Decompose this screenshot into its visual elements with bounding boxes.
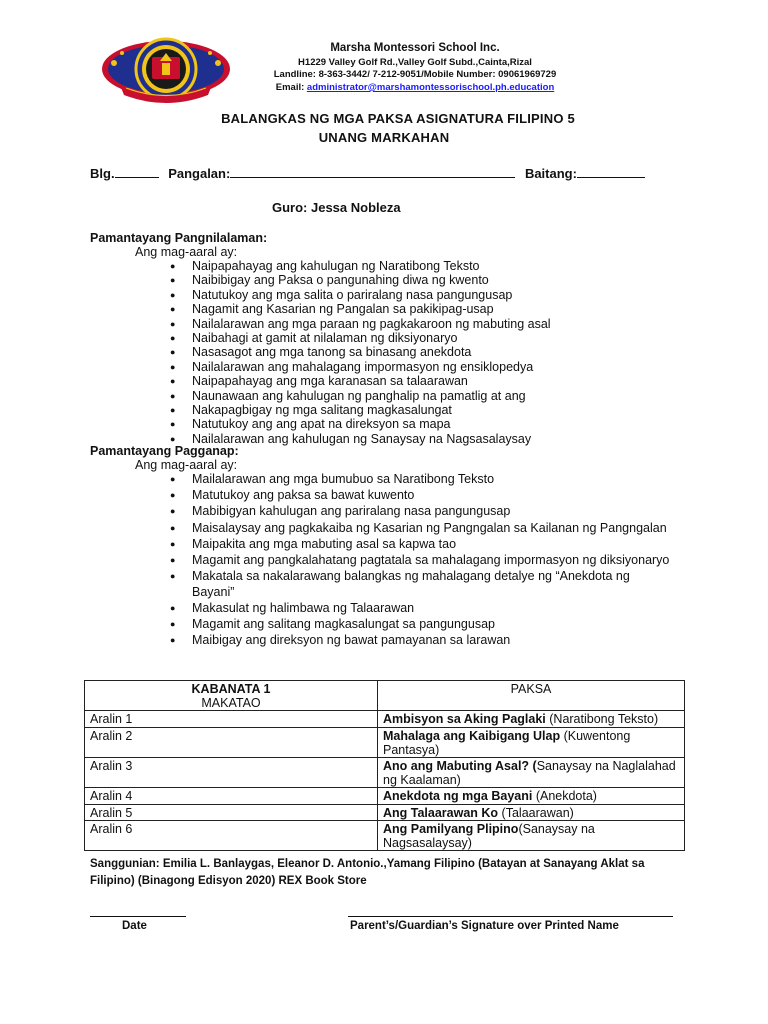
paksa-cell bbox=[378, 758, 685, 788]
paksa-title: Anekdota ng mga Bayani bbox=[383, 789, 533, 804]
blg-label: Blg. bbox=[90, 166, 115, 181]
table-header-paksa: PAKSA bbox=[378, 681, 685, 711]
paksa-cell bbox=[378, 804, 685, 820]
aralin-cell: Aralin 2 bbox=[85, 727, 378, 757]
baitang-blank[interactable] bbox=[577, 166, 645, 178]
paksa-cell bbox=[378, 727, 685, 757]
kabanata-theme: MAKATAO bbox=[201, 696, 261, 711]
section-heading-pangnilalaman: Pamantayang Pangnilalaman: bbox=[90, 231, 268, 245]
list-item: ● Nailalarawan ang kahulugan ng Sanaysay na Nagsasalaysay bbox=[170, 432, 670, 446]
school-address: H1229 Valley Golf Rd.,Valley Golf Subd.,Cainta,Rizal bbox=[298, 57, 532, 68]
list-item: ● Mailalarawan ang mga bumubuo sa Naratibong Teksto bbox=[170, 472, 670, 488]
aralin-cell: Aralin 1 bbox=[85, 711, 378, 727]
date-label: Date bbox=[122, 920, 147, 932]
list-item: ● Maipakita ang mga mabuting asal sa kapwa tao bbox=[170, 537, 670, 553]
list-item: ● Naipapahayag ang kahulugan ng Naratibong Teksto bbox=[170, 259, 670, 273]
list-item: ● Magamit ang salitang magkasalungat sa pangungusap bbox=[170, 617, 670, 633]
section-heading-pagganap: Pamantayang Pagganap: bbox=[90, 444, 239, 458]
list-item: ● Naipapahayag ang mga karanasan sa talaarawan bbox=[170, 374, 670, 388]
parent-signature-label: Parent’s/Guardian’s Signature over Printed Name bbox=[350, 920, 619, 932]
list-item: ● Natutukoy ang mga salita o pariralang nasa pangungusap bbox=[170, 288, 670, 302]
table-row bbox=[85, 727, 685, 757]
parent-signature-line[interactable] bbox=[348, 916, 673, 917]
teacher-name: Guro: Jessa Nobleza bbox=[272, 200, 401, 215]
paksa-genre: (Kuwentong Pantasya) bbox=[383, 728, 631, 757]
school-email-line bbox=[200, 82, 630, 93]
table-header-kabanata bbox=[85, 681, 378, 711]
paksa-title: Ang Pamilyang Plipino bbox=[383, 821, 519, 836]
blg-blank[interactable] bbox=[115, 166, 159, 178]
paksa-title: Mahalaga ang Kaibigang Ulap bbox=[383, 728, 561, 743]
table-row bbox=[85, 711, 685, 727]
table-row bbox=[85, 788, 685, 804]
paksa-cell bbox=[378, 711, 685, 727]
list-item: ● Magamit ang pangkalahatang pagtatala sa mahalagang impormasyon ng diksiyonaryo bbox=[170, 553, 670, 569]
school-name: Marsha Montessori School Inc. bbox=[330, 42, 500, 54]
paksa-title: Ano ang Mabuting Asal? ( bbox=[383, 759, 537, 774]
pangalan-label: Pangalan: bbox=[168, 166, 231, 181]
email-label: Email: bbox=[275, 82, 307, 93]
aralin-cell: Aralin 3 bbox=[85, 758, 378, 788]
aralin-cell: Aralin 5 bbox=[85, 804, 378, 820]
school-contact: Landline: 8-363-3442/ 7-212-9051/Mobile Number: 09061969729 bbox=[273, 69, 557, 80]
paksa-genre: Sanaysay na Naglalahad ng Kaalaman) bbox=[383, 759, 676, 788]
table-header-row bbox=[85, 681, 685, 711]
list-item: ● Naunawaan ang kahulugan ng panghalip na pamatlig at ang bbox=[170, 389, 670, 403]
list-pagganap bbox=[170, 472, 670, 649]
kabanata-table bbox=[84, 680, 685, 851]
paksa-genre: (Sanaysay na Nagsasalaysay) bbox=[383, 821, 595, 851]
sanggunian-reference: Sanggunian: Emilia L. Banlaygas, Eleanor D. Antonio.,Yamang Filipino (Batayan at Sanayang Aklat sa Filipino) (Binagong Edisyon 2020) REX Book Store bbox=[90, 858, 645, 887]
list-item: ● Nailalarawan ang mahalagang impormasyon ng ensiklopedya bbox=[170, 360, 670, 374]
pangalan-blank[interactable] bbox=[230, 166, 515, 178]
paksa-title: Ambisyon sa Aking Paglaki bbox=[383, 712, 546, 727]
list-item: ● Nakapagbigay ng mga salitang magkasalungat bbox=[170, 403, 670, 417]
aralin-cell: Aralin 6 bbox=[85, 820, 378, 850]
list-item: ● Nailalarawan ang mga paraan ng pagkakaroon ng mabuting asal bbox=[170, 317, 670, 331]
list-item: ● Naibibigay ang Paksa o pangunahing diwa ng kwento bbox=[170, 273, 670, 287]
table-row bbox=[85, 820, 685, 850]
aralin-cell: Aralin 4 bbox=[85, 788, 378, 804]
paksa-cell bbox=[378, 820, 685, 850]
paksa-genre: (Talaarawan) bbox=[498, 805, 574, 820]
list-item: ● Maisalaysay ang pagkakaiba ng Kasarian ng Pangngalan sa Kailanan ng Pangngalan bbox=[170, 521, 670, 537]
paksa-title: Ang Talaarawan Ko bbox=[383, 805, 499, 820]
baitang-label: Baitang: bbox=[524, 166, 577, 181]
table-row bbox=[85, 758, 685, 788]
section-intro-pangnilalaman: Ang mag-aaral ay: bbox=[135, 245, 238, 259]
list-item: ● Natutukoy ang ang apat na direksyon sa mapa bbox=[170, 417, 670, 431]
list-item: ● Makasulat ng halimbawa ng Talaarawan bbox=[170, 601, 670, 617]
paksa-genre: (Naratibong Teksto) bbox=[545, 712, 659, 727]
list-item: ● Makatala sa nakalarawang balangkas ng mahalagang detalye ng “Anekdota ng Bayani” bbox=[170, 569, 670, 600]
paksa-genre: (Anekdota) bbox=[532, 789, 597, 804]
document-subtitle: UNANG MARKAHAN bbox=[318, 130, 450, 145]
email-link[interactable]: administrator@marshamontessorischool.ph.education bbox=[306, 82, 555, 93]
list-item: ● Naibahagi at gamit at nilalaman ng diksiyonaryo bbox=[170, 331, 670, 345]
date-signature-line[interactable] bbox=[90, 916, 186, 917]
list-item: ● Nagamit ang Kasarian ng Pangalan sa pakikipag-usap bbox=[170, 302, 670, 316]
table-row bbox=[85, 804, 685, 820]
list-item: ● Nasasagot ang mga tanong sa binasang anekdota bbox=[170, 345, 670, 359]
list-pangnilalaman bbox=[170, 259, 670, 446]
section-intro-pagganap: Ang mag-aaral ay: bbox=[135, 458, 238, 472]
document-title: BALANGKAS NG MGA PAKSA ASIGNATURA FILIPINO 5 bbox=[221, 111, 575, 126]
paksa-cell bbox=[378, 788, 685, 804]
list-item: ● Mabibigyan kahulugan ang pariralang nasa pangungusap bbox=[170, 504, 670, 520]
kabanata-label: KABANATA 1 bbox=[191, 682, 271, 696]
student-info-fields bbox=[90, 166, 645, 181]
list-item: ● Maibigay ang direksyon ng bawat pamayanan sa larawan bbox=[170, 633, 670, 649]
list-item: ● Matutukoy ang paksa sa bawat kuwento bbox=[170, 488, 670, 504]
